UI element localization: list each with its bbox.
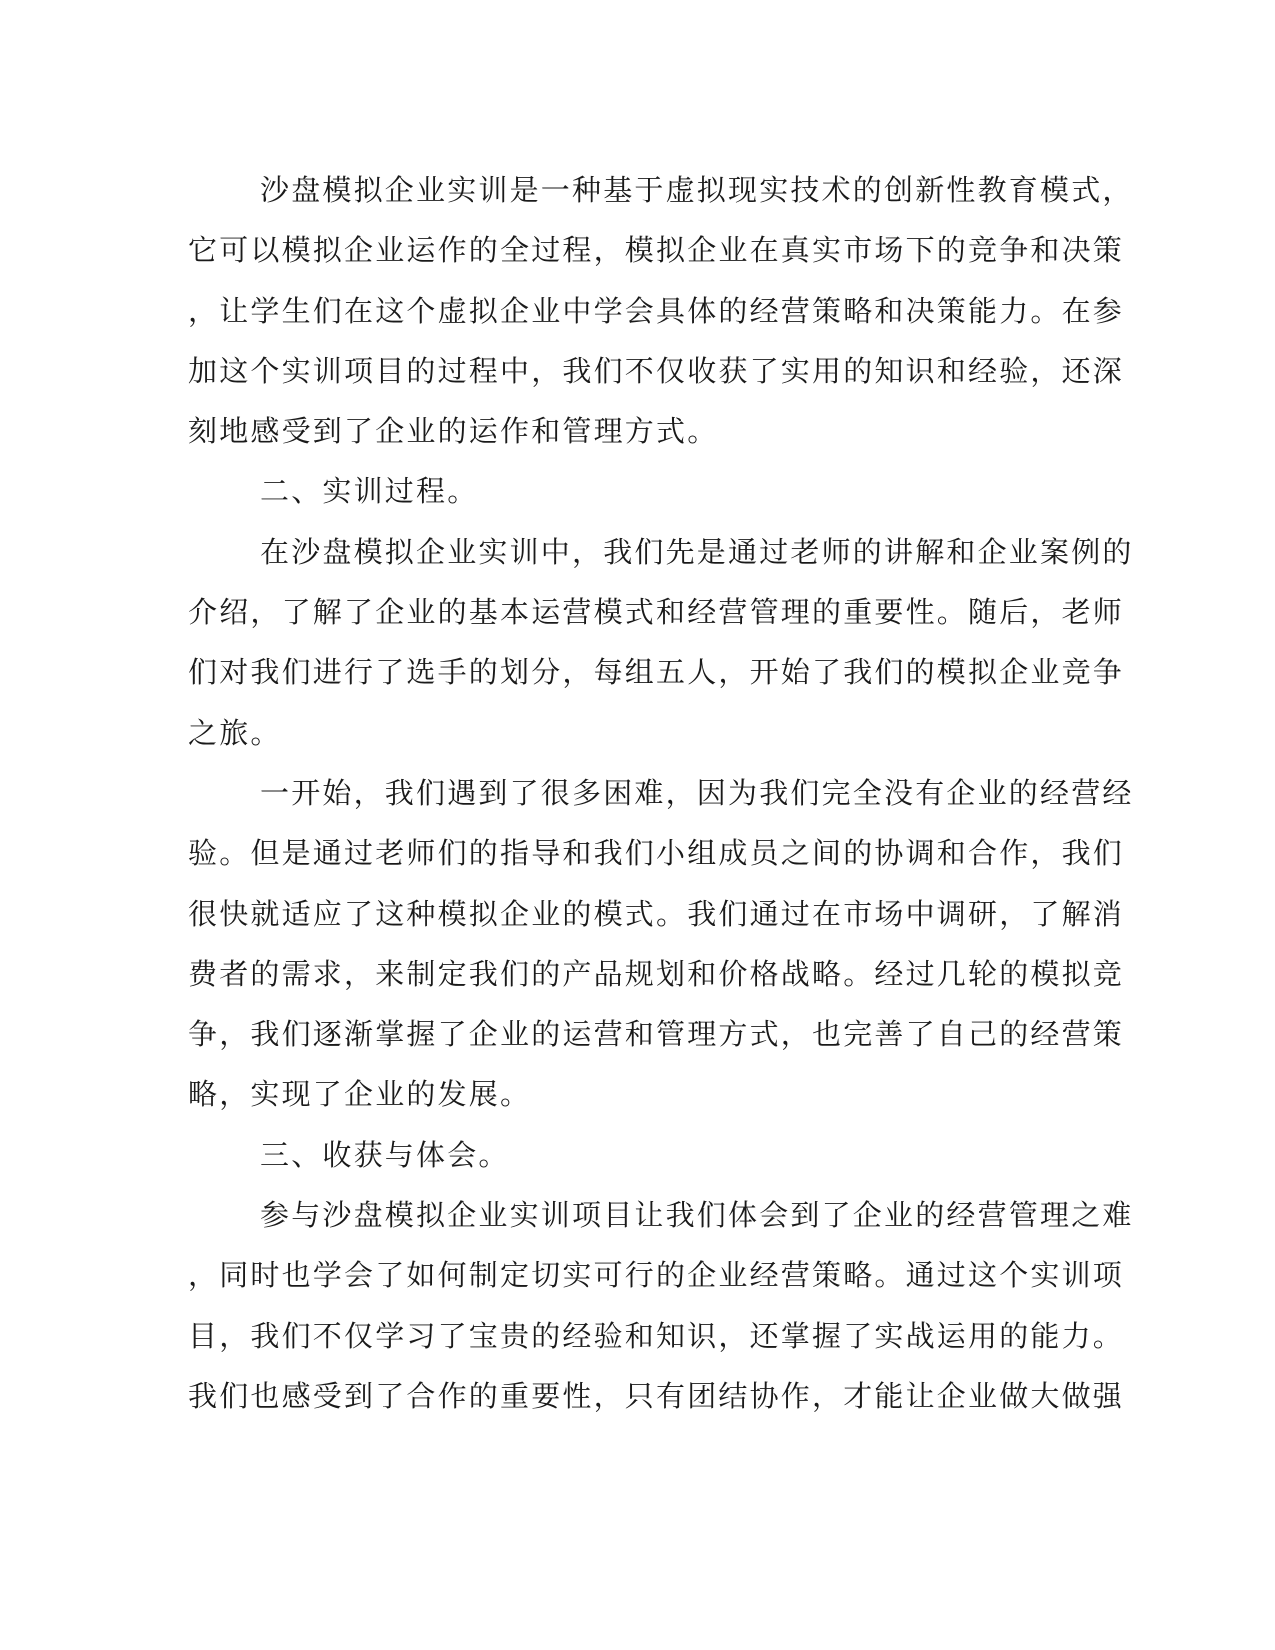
paragraph-gains-line: ，同时也学会了如何制定切实可行的企业经营策略。通过这个实训项 (188, 1258, 1125, 1293)
paragraph-intro-line: 沙盘模拟企业实训是一种基于虚拟现实技术的创新性教育模式， (260, 173, 1134, 207)
paragraph-process-line: 在沙盘模拟企业实训中，我们先是通过老师的讲解和企业案例的 (260, 534, 1134, 569)
paragraph-difficulty-line: 验。但是通过老师们的指导和我们小组成员之间的协调和合作，我们 (188, 836, 1125, 871)
paragraph-difficulty-line: 争，我们逐渐掌握了企业的运营和管理方式，也完善了自己的经营策 (188, 1017, 1125, 1052)
paragraph-intro-line: 加这个实训项目的过程中，我们不仅收获了实用的知识和经验，还深 (188, 353, 1125, 388)
paragraph-difficulty-line: 费者的需求，来制定我们的产品规划和价格战略。经过几轮的模拟竞 (188, 956, 1125, 991)
paragraph-difficulty-line: 很快就适应了这种模拟企业的模式。我们通过在市场中调研，了解消 (188, 896, 1125, 931)
paragraph-process-line: 们对我们进行了选手的划分，每组五人，开始了我们的模拟企业竞争 (188, 655, 1125, 690)
paragraph-difficulty-line: 一开始，我们遇到了很多困难，因为我们完全没有企业的经营经 (260, 775, 1134, 810)
paragraph-intro-line: ，让学生们在这个虚拟企业中学会具体的经营策略和决策能力。在参 (188, 293, 1125, 328)
paragraph-process-line: 介绍，了解了企业的基本运营模式和经营管理的重要性。随后，老师 (188, 595, 1125, 630)
paragraph-process-line: 之旅。 (188, 715, 282, 750)
section-heading-gains: 三、收获与体会。 (260, 1137, 510, 1172)
paragraph-intro-line: 它可以模拟企业运作的全过程，模拟企业在真实市场下的竞争和决策 (188, 233, 1125, 268)
document-body (188, 160, 1134, 1426)
paragraph-difficulty-line: 略，实现了企业的发展。 (188, 1077, 532, 1112)
paragraph-gains-line: 参与沙盘模拟企业实训项目让我们体会到了企业的经营管理之难 (260, 1198, 1134, 1233)
section-heading-training-process: 二、实训过程。 (260, 474, 479, 509)
paragraph-gains-line: 我们也感受到了合作的重要性，只有团结协作，才能让企业做大做强 (188, 1378, 1125, 1413)
paragraph-gains-line: 目，我们不仅学习了宝贵的经验和知识，还掌握了实战运用的能力。 (188, 1318, 1125, 1353)
paragraph-intro-line: 刻地感受到了企业的运作和管理方式。 (188, 414, 719, 449)
